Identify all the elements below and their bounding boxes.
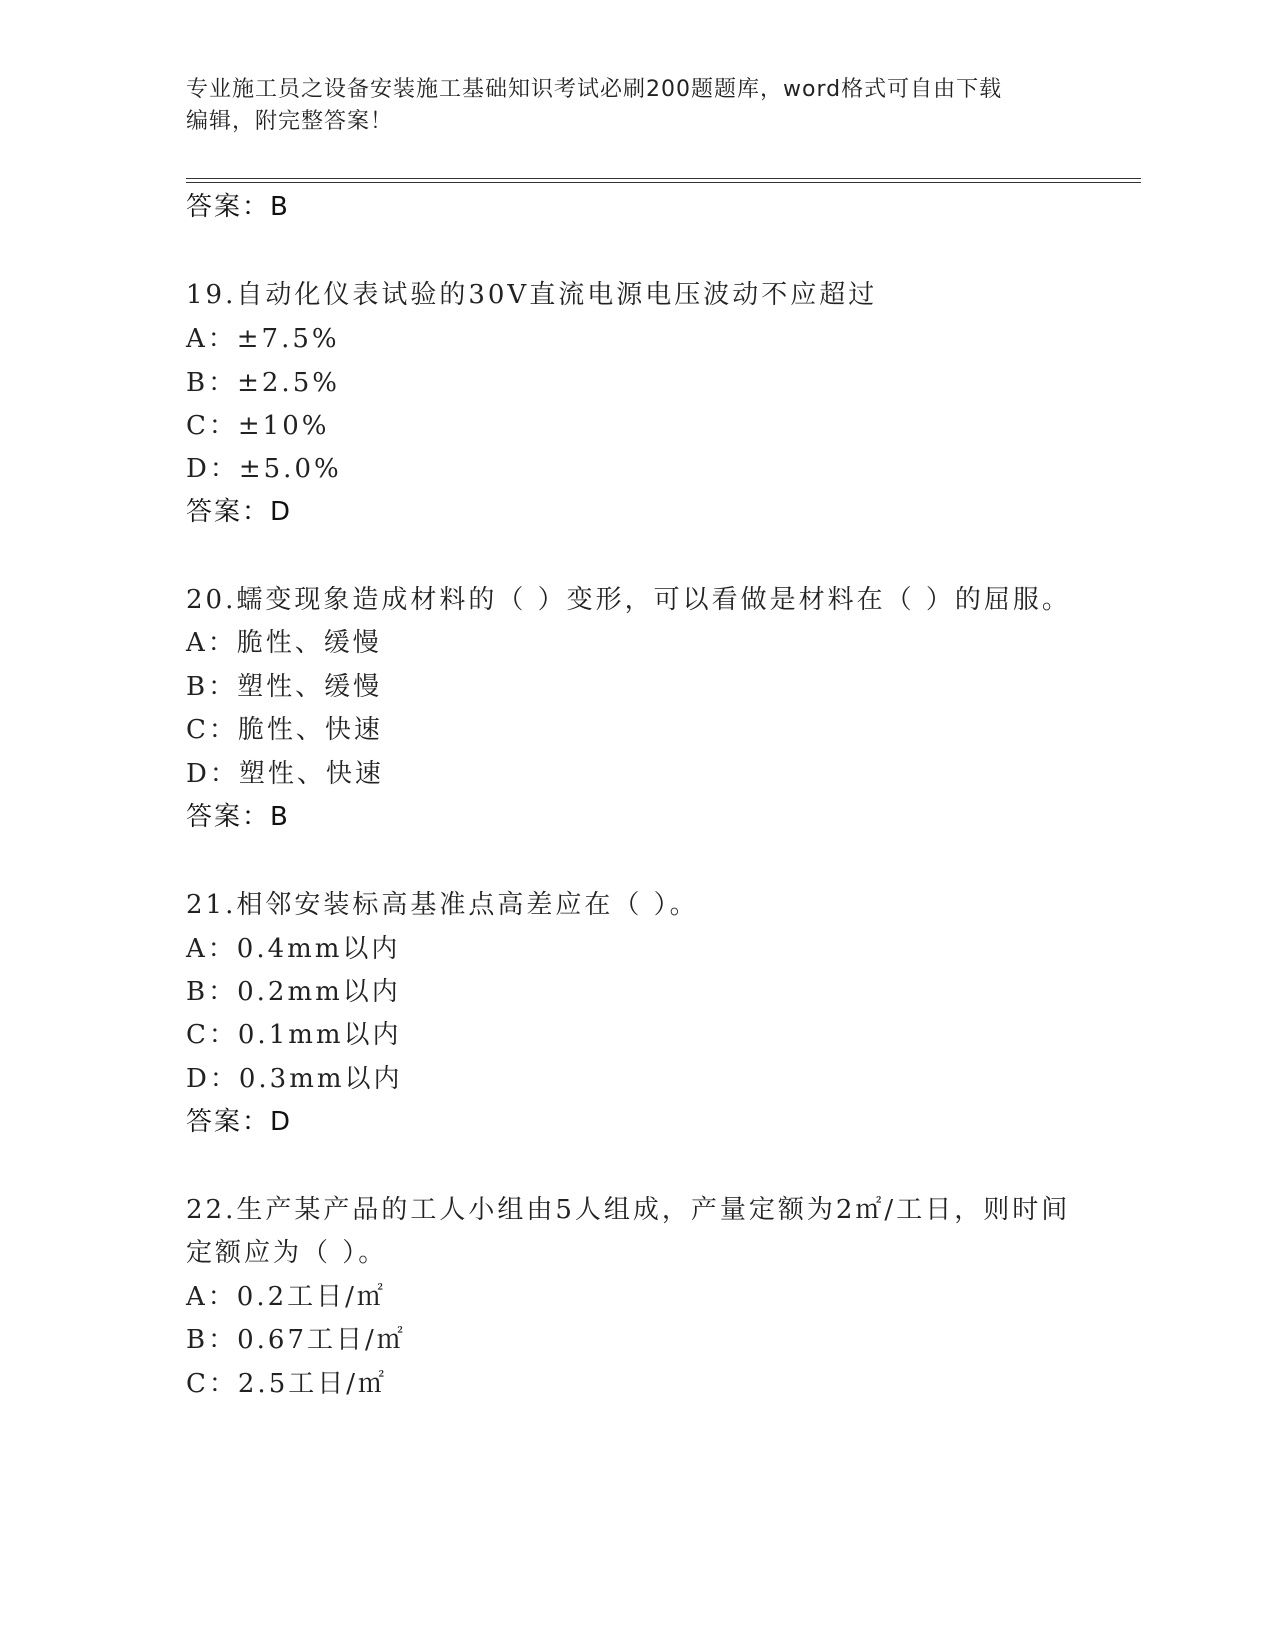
option-22-c: C：2.5工日/㎡	[186, 1369, 388, 1399]
option-21-b: B：0.2mm以内	[186, 977, 401, 1007]
option-19-d: D：±5.0%	[186, 454, 342, 484]
option-20-c: C：脆性、快速	[186, 715, 383, 745]
option-20-b: B：塑性、缓慢	[186, 672, 383, 702]
answer-21: 答案：D	[186, 1107, 293, 1137]
question-20: 20.蠕变现象造成材料的（ ）变形，可以看做是材料在（ ）的屈服。	[186, 585, 1071, 615]
question-22-line-1: 22.生产某产品的工人小组由5人组成，产量定额为2㎡/工日，则时间	[186, 1195, 1071, 1225]
option-19-c: C：±10%	[186, 411, 330, 441]
option-21-c: C：0.1mm以内	[186, 1020, 402, 1050]
option-21-d: D：0.3mm以内	[186, 1064, 403, 1094]
option-21-a: A：0.4mm以内	[186, 934, 401, 964]
option-22-a: A：0.2工日/㎡	[186, 1282, 386, 1312]
answer-19: 答案：D	[186, 497, 293, 527]
answer-18: 答案：B	[186, 192, 290, 222]
option-19-a: A：±7.5%	[186, 324, 340, 354]
answer-20: 答案：B	[186, 802, 290, 832]
option-20-d: D：塑性、快速	[186, 759, 384, 789]
question-19: 19.自动化仪表试验的30V直流电源电压波动不应超过	[186, 280, 878, 310]
option-20-a: A：脆性、缓慢	[186, 628, 382, 658]
question-21: 21.相邻安装标高基准点高差应在（ ）。	[186, 890, 699, 920]
document-header	[186, 74, 1086, 138]
header-rule-top	[186, 178, 1141, 179]
question-22-line-2: 定额应为（ ）。	[186, 1238, 388, 1268]
option-19-b: B：±2.5%	[186, 368, 340, 398]
header-line-1: 专业施工员之设备安装施工基础知识考试必刷200题题库，word格式可自由下载	[186, 77, 1003, 102]
header-line-2: 编辑，附完整答案！	[186, 109, 394, 134]
option-22-b: B：0.67工日/㎡	[186, 1325, 406, 1355]
header-rule-bottom	[186, 182, 1141, 183]
